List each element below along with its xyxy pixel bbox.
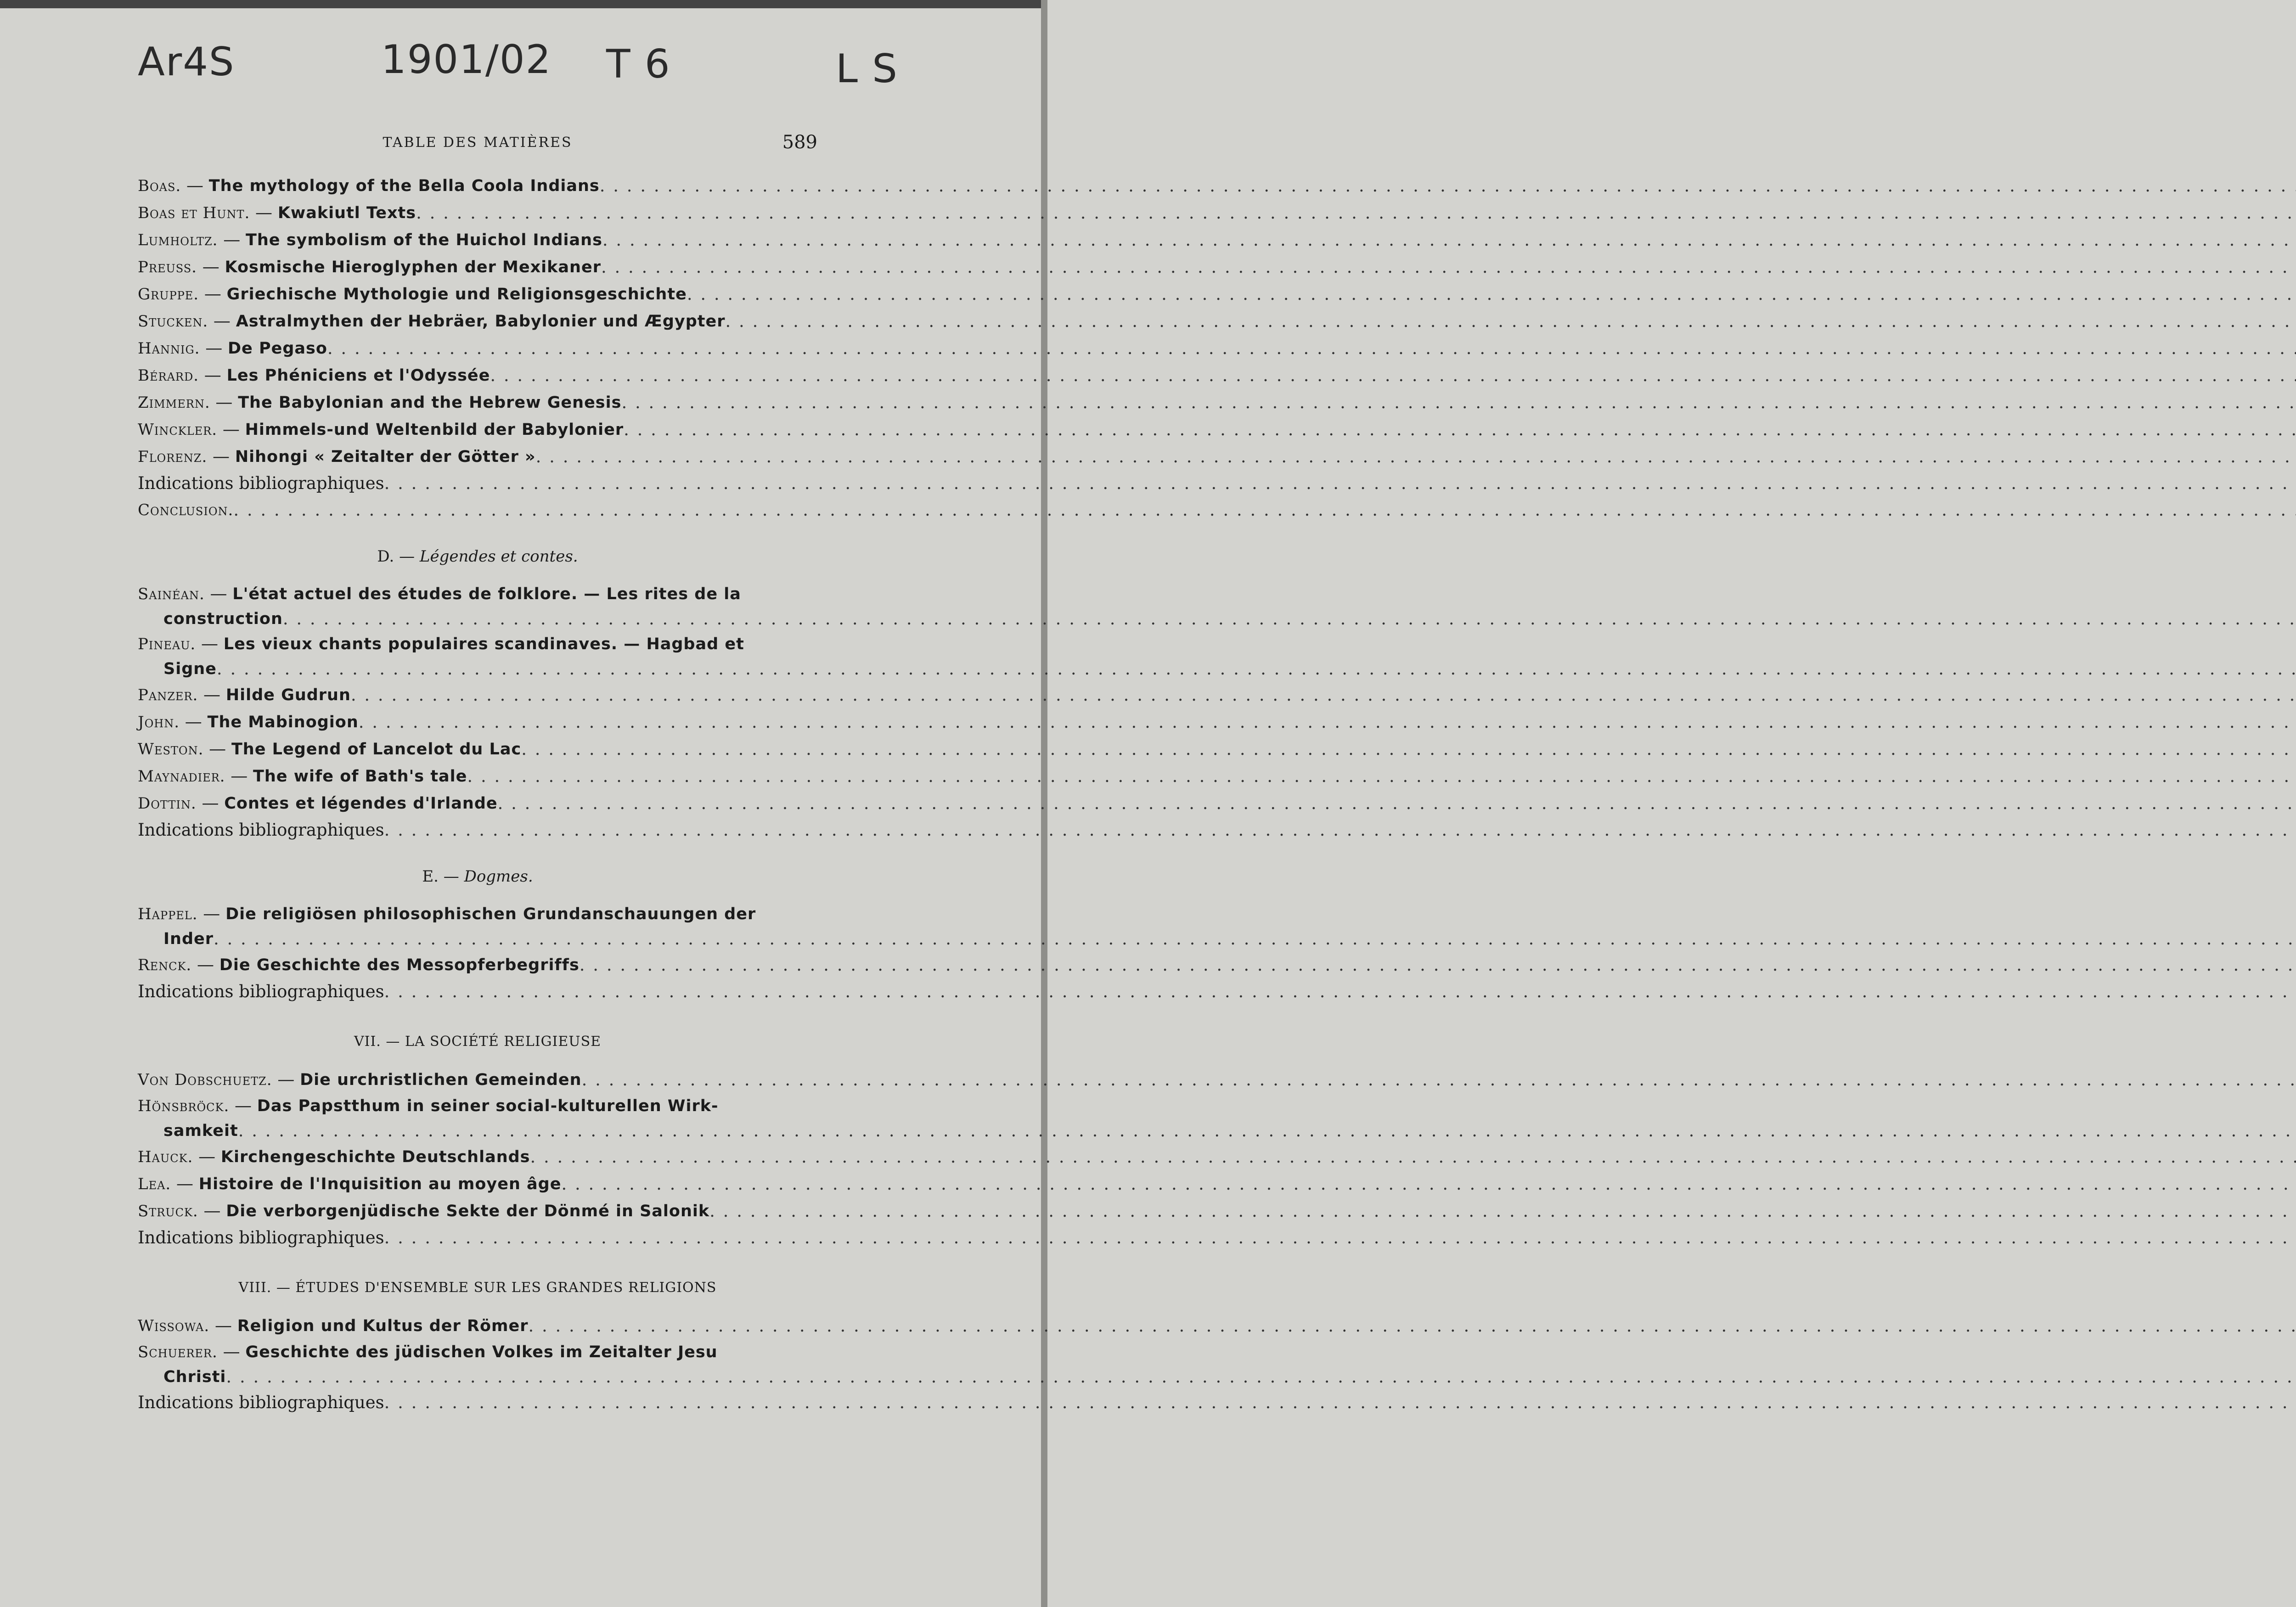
toc-entry: Sainéan. — L'état actuel des études de folklore. — Les rites de la construction . . .	[138, 581, 817, 631]
entry-title: Das Papstthum in seiner social-kulturellen Wirk-	[257, 1097, 719, 1115]
toc-entry: Maynadier. — The wife of Bath's tale . . .	[138, 763, 817, 790]
toc-group-c	[138, 172, 817, 523]
toc-entry: Lumholtz. — The symbolism of the Huichol Indians . . .	[138, 226, 817, 253]
handwritten-note: 1901/02	[381, 37, 552, 83]
toc-entry: Pineau. — Les vieux chants populaires scandinaves. — Hagbad et Signe . . .	[138, 631, 817, 681]
entry-title: Religion und Kultus der Römer	[237, 1317, 529, 1335]
entry-title: Nihongi « Zeitalter der Götter »	[235, 448, 536, 466]
chapter-heading: VIII. — ÉTUDES D'ENSEMBLE SUR LES GRANDES RELIGIONS	[238, 1280, 717, 1296]
entry-title: Contes et légendes d'Irlande	[224, 794, 498, 813]
handwritten-note: T 6	[606, 41, 671, 87]
toc-entry: Boas. — The mythology of the Bella Coola Indians . . .	[138, 172, 817, 199]
entry-author: Stucken.	[138, 312, 208, 331]
running-head-title: TABLE DES MATIÈRES	[383, 135, 573, 151]
toc-entry	[138, 978, 817, 1005]
section-heading: D. — Légendes et contes.	[377, 547, 578, 566]
entry-title: Hilde Gudrun	[225, 686, 351, 704]
toc-group-d	[138, 581, 817, 843]
entry-author: Preuss.	[138, 258, 197, 276]
entry-title: Les Phéniciens et l'Odyssée	[226, 366, 490, 385]
toc-entry: Wissowa. — Religion und Kultus der Römer . . .	[138, 1312, 817, 1339]
entry-author: Pineau.	[138, 635, 196, 653]
entry-author: Hönsbröck.	[138, 1097, 230, 1115]
entry-title: Kirchengeschichte Deutschlands	[220, 1148, 530, 1166]
entry-author: Conclusion.	[138, 501, 234, 519]
entry-title: Die verborgenjüdische Sekte der Dönmé in Salonik	[226, 1202, 710, 1220]
running-head	[138, 122, 817, 172]
entry-title: Himmels-und Weltenbild der Babylonier	[245, 421, 624, 439]
entry-title: Les vieux chants populaires scandinaves. — Hagbad et	[223, 635, 744, 653]
entry-author: Happel.	[138, 905, 198, 923]
entry-title: Indications bibliographiques	[138, 473, 384, 493]
entry-author: Boas.	[138, 177, 181, 195]
toc-entry: Hauck. — Kirchengeschichte Deutschlands . . .	[138, 1143, 817, 1170]
entry-title: The Mabinogion	[207, 713, 359, 731]
entry-author: Bérard.	[138, 366, 199, 385]
entry-title: Astralmythen der Hebräer, Babylonier und Ægypter	[236, 312, 726, 331]
toc-entry: Dottin. — Contes et légendes d'Irlande . . .	[138, 790, 817, 817]
entry-title: The mythology of the Bella Coola Indians	[208, 177, 600, 195]
entry-title: Indications bibliographiques	[138, 1228, 384, 1247]
entry-author: Wissowa.	[138, 1317, 210, 1335]
toc-entry: Happel. — Die religiösen philosophischen Grundanschauungen der Inder . . .	[138, 901, 817, 951]
entry-author: Schuerer.	[138, 1343, 218, 1361]
entry-title: Griechische Mythologie und Religionsgeschichte	[226, 285, 687, 303]
toc-entry: Bérard. — Les Phéniciens et l'Odyssée . . .	[138, 362, 817, 389]
toc-entry: Zimmern. — The Babylonian and the Hebrew Genesis . . .	[138, 389, 817, 416]
toc-entry: Weston. — The Legend of Lancelot du Lac . . .	[138, 736, 817, 763]
toc-entry: Von Dobschuetz. — Die urchristlichen Gemeinden . . .	[138, 1066, 817, 1093]
entry-title: The Babylonian and the Hebrew Genesis	[238, 393, 622, 412]
chapter-heading: VII. — LA SOCIÉTÉ RELIGIEUSE	[354, 1034, 602, 1050]
entry-title: Die urchristlichen Gemeinden	[300, 1071, 582, 1089]
toc-entry: Stucken. — Astralmythen der Hebräer, Babylonier und Ægypter . . .	[138, 308, 817, 335]
entry-author: Florenz.	[138, 448, 208, 466]
handwritten-note: Ar4S	[138, 39, 235, 85]
toc-entry	[138, 497, 817, 523]
entry-author: John.	[138, 713, 180, 731]
entry-title: Indications bibliographiques	[138, 820, 384, 840]
entry-title: Histoire de l'Inquisition au moyen âge	[198, 1175, 562, 1193]
toc-entry: Boas et Hunt. — Kwakiutl Texts . . .	[138, 199, 817, 226]
toc-entry: Hönsbröck. — Das Papstthum in seiner social-kulturellen Wirk- samkeit . . .	[138, 1093, 817, 1143]
toc-entry	[138, 1225, 817, 1251]
toc-entry: Renck. — Die Geschichte des Messopferbegriffs . . .	[138, 951, 817, 978]
entry-title: Kosmische Hieroglyphen der Mexikaner	[225, 258, 601, 276]
entry-title: The symbolism of the Huichol Indians	[246, 231, 602, 249]
page-number: 589	[782, 132, 817, 153]
entry-title: Die Geschichte des Messopferbegriffs	[219, 956, 580, 974]
toc-entry: Hannig. — De Pegaso . . .	[138, 335, 817, 362]
entry-author: Maynadier.	[138, 767, 225, 786]
toc-entry	[138, 817, 817, 843]
toc-entry: Preuss. — Kosmische Hieroglyphen der Mexikaner . . .	[138, 253, 817, 281]
entry-author: Boas et Hunt.	[138, 204, 250, 222]
entry-title: De Pegaso	[227, 339, 327, 358]
entry-title: Indications bibliographiques	[138, 1393, 384, 1412]
entry-author: Sainéan.	[138, 585, 205, 603]
toc-group-e	[138, 901, 817, 1005]
entry-author: Panzer.	[138, 686, 198, 704]
entry-author: Weston.	[138, 740, 204, 759]
entry-title: Indications bibliographiques	[138, 982, 384, 1001]
toc-entry: Struck. — Die verborgenjüdische Sekte der Dönmé in Salonik . . .	[138, 1197, 817, 1225]
toc-entry: Schuerer. — Geschichte des jüdischen Volkes im Zeitalter Jesu Christi . . .	[138, 1339, 817, 1389]
entry-author: Lea.	[138, 1175, 171, 1193]
toc-entry: Panzer. — Hilde Gudrun . . .	[138, 681, 817, 708]
entry-title: L'état actuel des études de folklore. — Les rites de la	[232, 585, 741, 603]
toc-entry: Florenz. — Nihongi « Zeitalter der Götter » . . .	[138, 443, 817, 470]
scan-top-edge	[0, 0, 1047, 8]
entry-author: Winckler.	[138, 421, 218, 439]
entry-title: Kwakiutl Texts	[277, 204, 416, 222]
entry-author: Renck.	[138, 956, 192, 974]
entry-title: Die religiösen philosophischen Grundanschauungen der	[225, 905, 756, 923]
entry-title: Geschichte des jüdischen Volkes im Zeitalter Jesu	[245, 1343, 718, 1361]
handwritten-note: L S	[836, 46, 898, 92]
entry-author: Hauck.	[138, 1148, 193, 1166]
toc-entry: Gruppe. — Griechische Mythologie und Religionsgeschichte . . .	[138, 281, 817, 308]
toc-entry: John. — The Mabinogion . . .	[138, 708, 817, 736]
entry-author: Struck.	[138, 1202, 198, 1220]
entry-author: Zimmern.	[138, 393, 210, 412]
entry-author: Lumholtz.	[138, 231, 218, 249]
toc-group-vii	[138, 1066, 817, 1251]
toc-entry	[138, 1389, 817, 1416]
entry-author: Dottin.	[138, 794, 197, 813]
toc-entry: Winckler. — Himmels-und Weltenbild der Babylonier . . .	[138, 416, 817, 443]
entry-author: Hannig.	[138, 339, 200, 358]
toc-group-viii	[138, 1312, 817, 1416]
entry-title: The Legend of Lancelot du Lac	[231, 740, 522, 759]
toc-entry	[138, 470, 817, 497]
section-heading: E. — Dogmes.	[422, 867, 533, 886]
toc-page	[138, 122, 817, 1416]
toc-entry: Lea. — Histoire de l'Inquisition au moyen âge . . .	[138, 1170, 817, 1197]
entry-title: The wife of Bath's tale	[253, 767, 467, 786]
entry-author: Gruppe.	[138, 285, 199, 303]
entry-author: Von Dobschuetz.	[138, 1071, 272, 1089]
